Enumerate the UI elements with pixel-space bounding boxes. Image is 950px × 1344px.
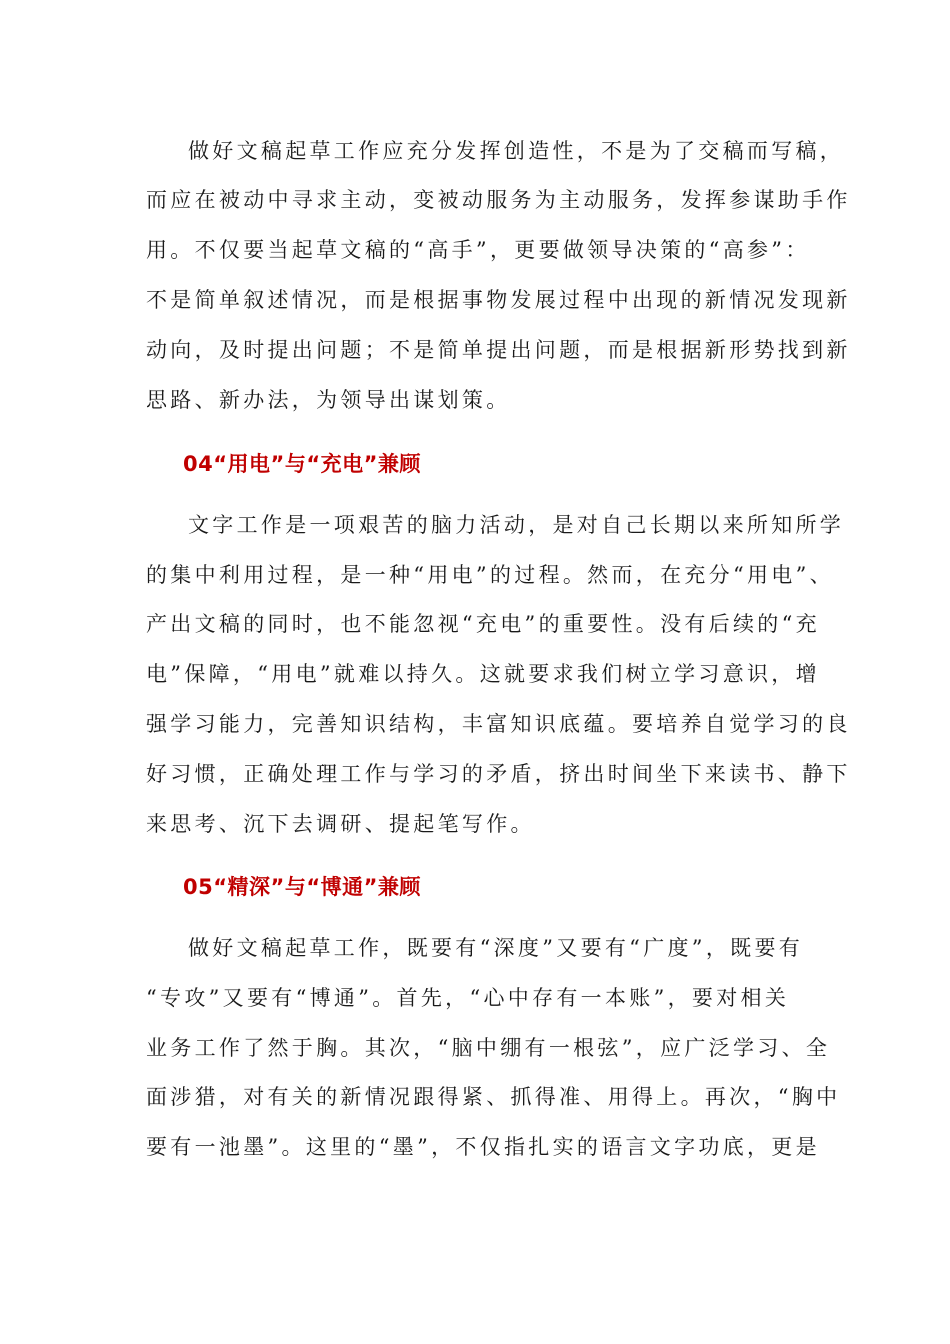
paragraph-line: 要有一池墨”。这里的“墨”，不仅指扎实的语言文字功底，更是 [146,1135,820,1159]
paragraph-line: 做好文稿起草工作应充分发挥创造性，不是为了交稿而写稿， [188,139,845,163]
paragraph-line: “专攻”又要有“博通”。首先，“心中存有一本账”，要对相关 [146,986,790,1010]
paragraph-line: 用。不仅要当起草文稿的“高手”，更要做领导决策的“高参”： [146,238,810,262]
paragraph-line: 做好文稿起草工作，既要有“深度”又要有“广度”，既要有 [188,936,804,960]
section-heading-04: 04“用电”与“充电”兼顾 [183,452,421,476]
paragraph-line: 面涉猎，对有关的新情况跟得紧、抓得准、用得上。再次，“胸中 [146,1085,841,1109]
section-heading-05: 05“精深”与“博通”兼顾 [183,875,421,899]
paragraph-line: 而应在被动中寻求主动，变被动服务为主动服务，发挥参谋助手作 [146,188,851,212]
paragraph-line: 电”保障，“用电”就难以持久。这就要求我们树立学习意识，增 [146,662,820,686]
paragraph-line: 不是简单叙述情况，而是根据事物发展过程中出现的新情况发现新 [146,288,851,312]
paragraph-line: 好习惯，正确处理工作与学习的矛盾，挤出时间坐下来读书、静下 [146,762,851,786]
paragraph-line: 动向，及时提出问题；不是简单提出问题，而是根据新形势找到新 [146,338,851,362]
paragraph-line: 产出文稿的同时，也不能忽视“充电”的重要性。没有后续的“充 [146,612,820,636]
paragraph-line: 的集中利用过程，是一种“用电”的过程。然而，在充分“用电”、 [146,563,834,587]
paragraph-line: 来思考、沉下去调研、提起笔写作。 [146,812,535,836]
paragraph-line: 业务工作了然于胸。其次，“脑中绷有一根弦”，应广泛学习、全 [146,1036,831,1060]
paragraph-line: 强学习能力，完善知识结构，丰富知识底蕴。要培养自觉学习的良 [146,712,851,736]
paragraph-line: 思路、新办法，为领导出谋划策。 [146,388,511,412]
paragraph-line: 文字工作是一项艰苦的脑力活动，是对自己长期以来所知所学 [188,513,845,537]
